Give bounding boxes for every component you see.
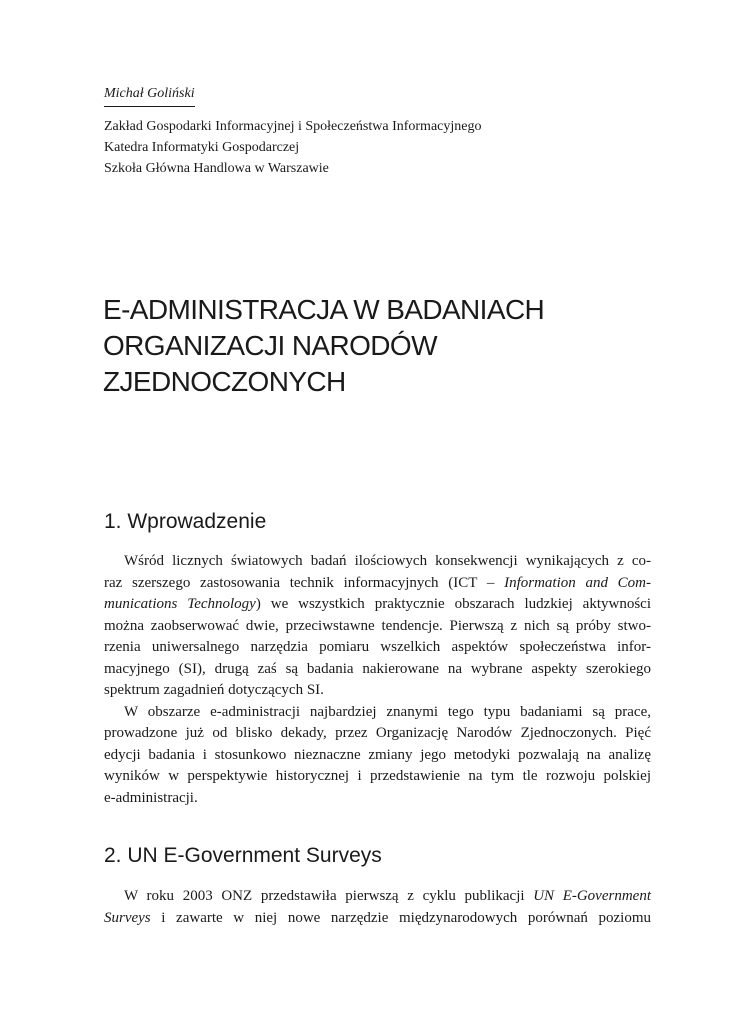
text-line: wyników w perspektywie historycznej i przedstawienie na tym tle rozwoju polskiej bbox=[104, 768, 651, 784]
text-line: Wśród licznych światowych badań ilościowych konsekwencji wynikających z co- bbox=[124, 553, 651, 569]
title-line: ZJEDNOCZONYCH bbox=[103, 366, 346, 397]
italic-term: Surveys bbox=[104, 909, 151, 926]
text-line: prowadzone już od blisko dekady, przez Organizację Narodów Zjednoczonych. Pięć bbox=[104, 725, 651, 741]
text-line: edycji badania i stosunkowo nieznaczne zmiany jego metodyki pozwalają na analizę bbox=[104, 746, 651, 763]
author-name: Michał Goliński bbox=[104, 86, 195, 107]
text-line: Surveys i zawarte w niej nowe narzędzie międzynarodowych porównań poziomu bbox=[104, 909, 651, 926]
italic-term: Information and Com- bbox=[504, 574, 652, 591]
affiliation-line: Katedra Informatyki Gospodarczej bbox=[104, 140, 300, 155]
section-introduction-body bbox=[104, 551, 651, 809]
text-line: W obszarze e-administracji najbardziej znanymi tego typu badaniami są prace, bbox=[124, 703, 651, 720]
text-line: macyjnego (SI), drugą zaś są badania nakierowane na wybrane aspekty szerokiego bbox=[104, 660, 651, 677]
title-line: E-ADMINISTRACJA W BADANIACH bbox=[103, 294, 545, 325]
section-heading-introduction: 1. Wprowadzenie bbox=[104, 510, 267, 533]
section-un-egov-body bbox=[104, 886, 651, 929]
affiliation-line: Zakład Gospodarki Informacyjnej i Społeczeństwa Informacyjnego bbox=[104, 119, 482, 134]
text-line: e-administracji. bbox=[104, 789, 198, 806]
text-line: munications Technology) we wszystkich praktycznie obszarach ludzkiej aktywności bbox=[104, 596, 651, 612]
section-heading-un-egov-surveys: 2. UN E-Government Surveys bbox=[104, 844, 382, 867]
italic-term: munications Technology bbox=[104, 596, 256, 612]
text-line: raz szerszego zastosowania technik informacyjnych (ICT – Information and Com- bbox=[104, 574, 652, 591]
affiliation-line: Szkoła Główna Handlowa w Warszawie bbox=[104, 161, 329, 176]
text-line: można zaobserwować dwie, przeciwstawne tendencje. Pierwszą z nich są próby stwo- bbox=[104, 617, 651, 634]
text-line: W roku 2003 ONZ przedstawiła pierwszą z cyklu publikacji UN E-Government bbox=[124, 888, 651, 904]
text-line: spektrum zagadnień dotyczących SI. bbox=[104, 682, 324, 698]
title-line: ORGANIZACJI NARODÓW bbox=[103, 330, 437, 361]
paper-title bbox=[103, 292, 663, 400]
affiliation-block bbox=[104, 116, 664, 179]
text-line: rzenia uniwersalnego narzędzia pomiaru wszelkich aspektów społeczeństwa infor- bbox=[104, 639, 651, 655]
italic-term: UN E-Government bbox=[533, 888, 651, 904]
